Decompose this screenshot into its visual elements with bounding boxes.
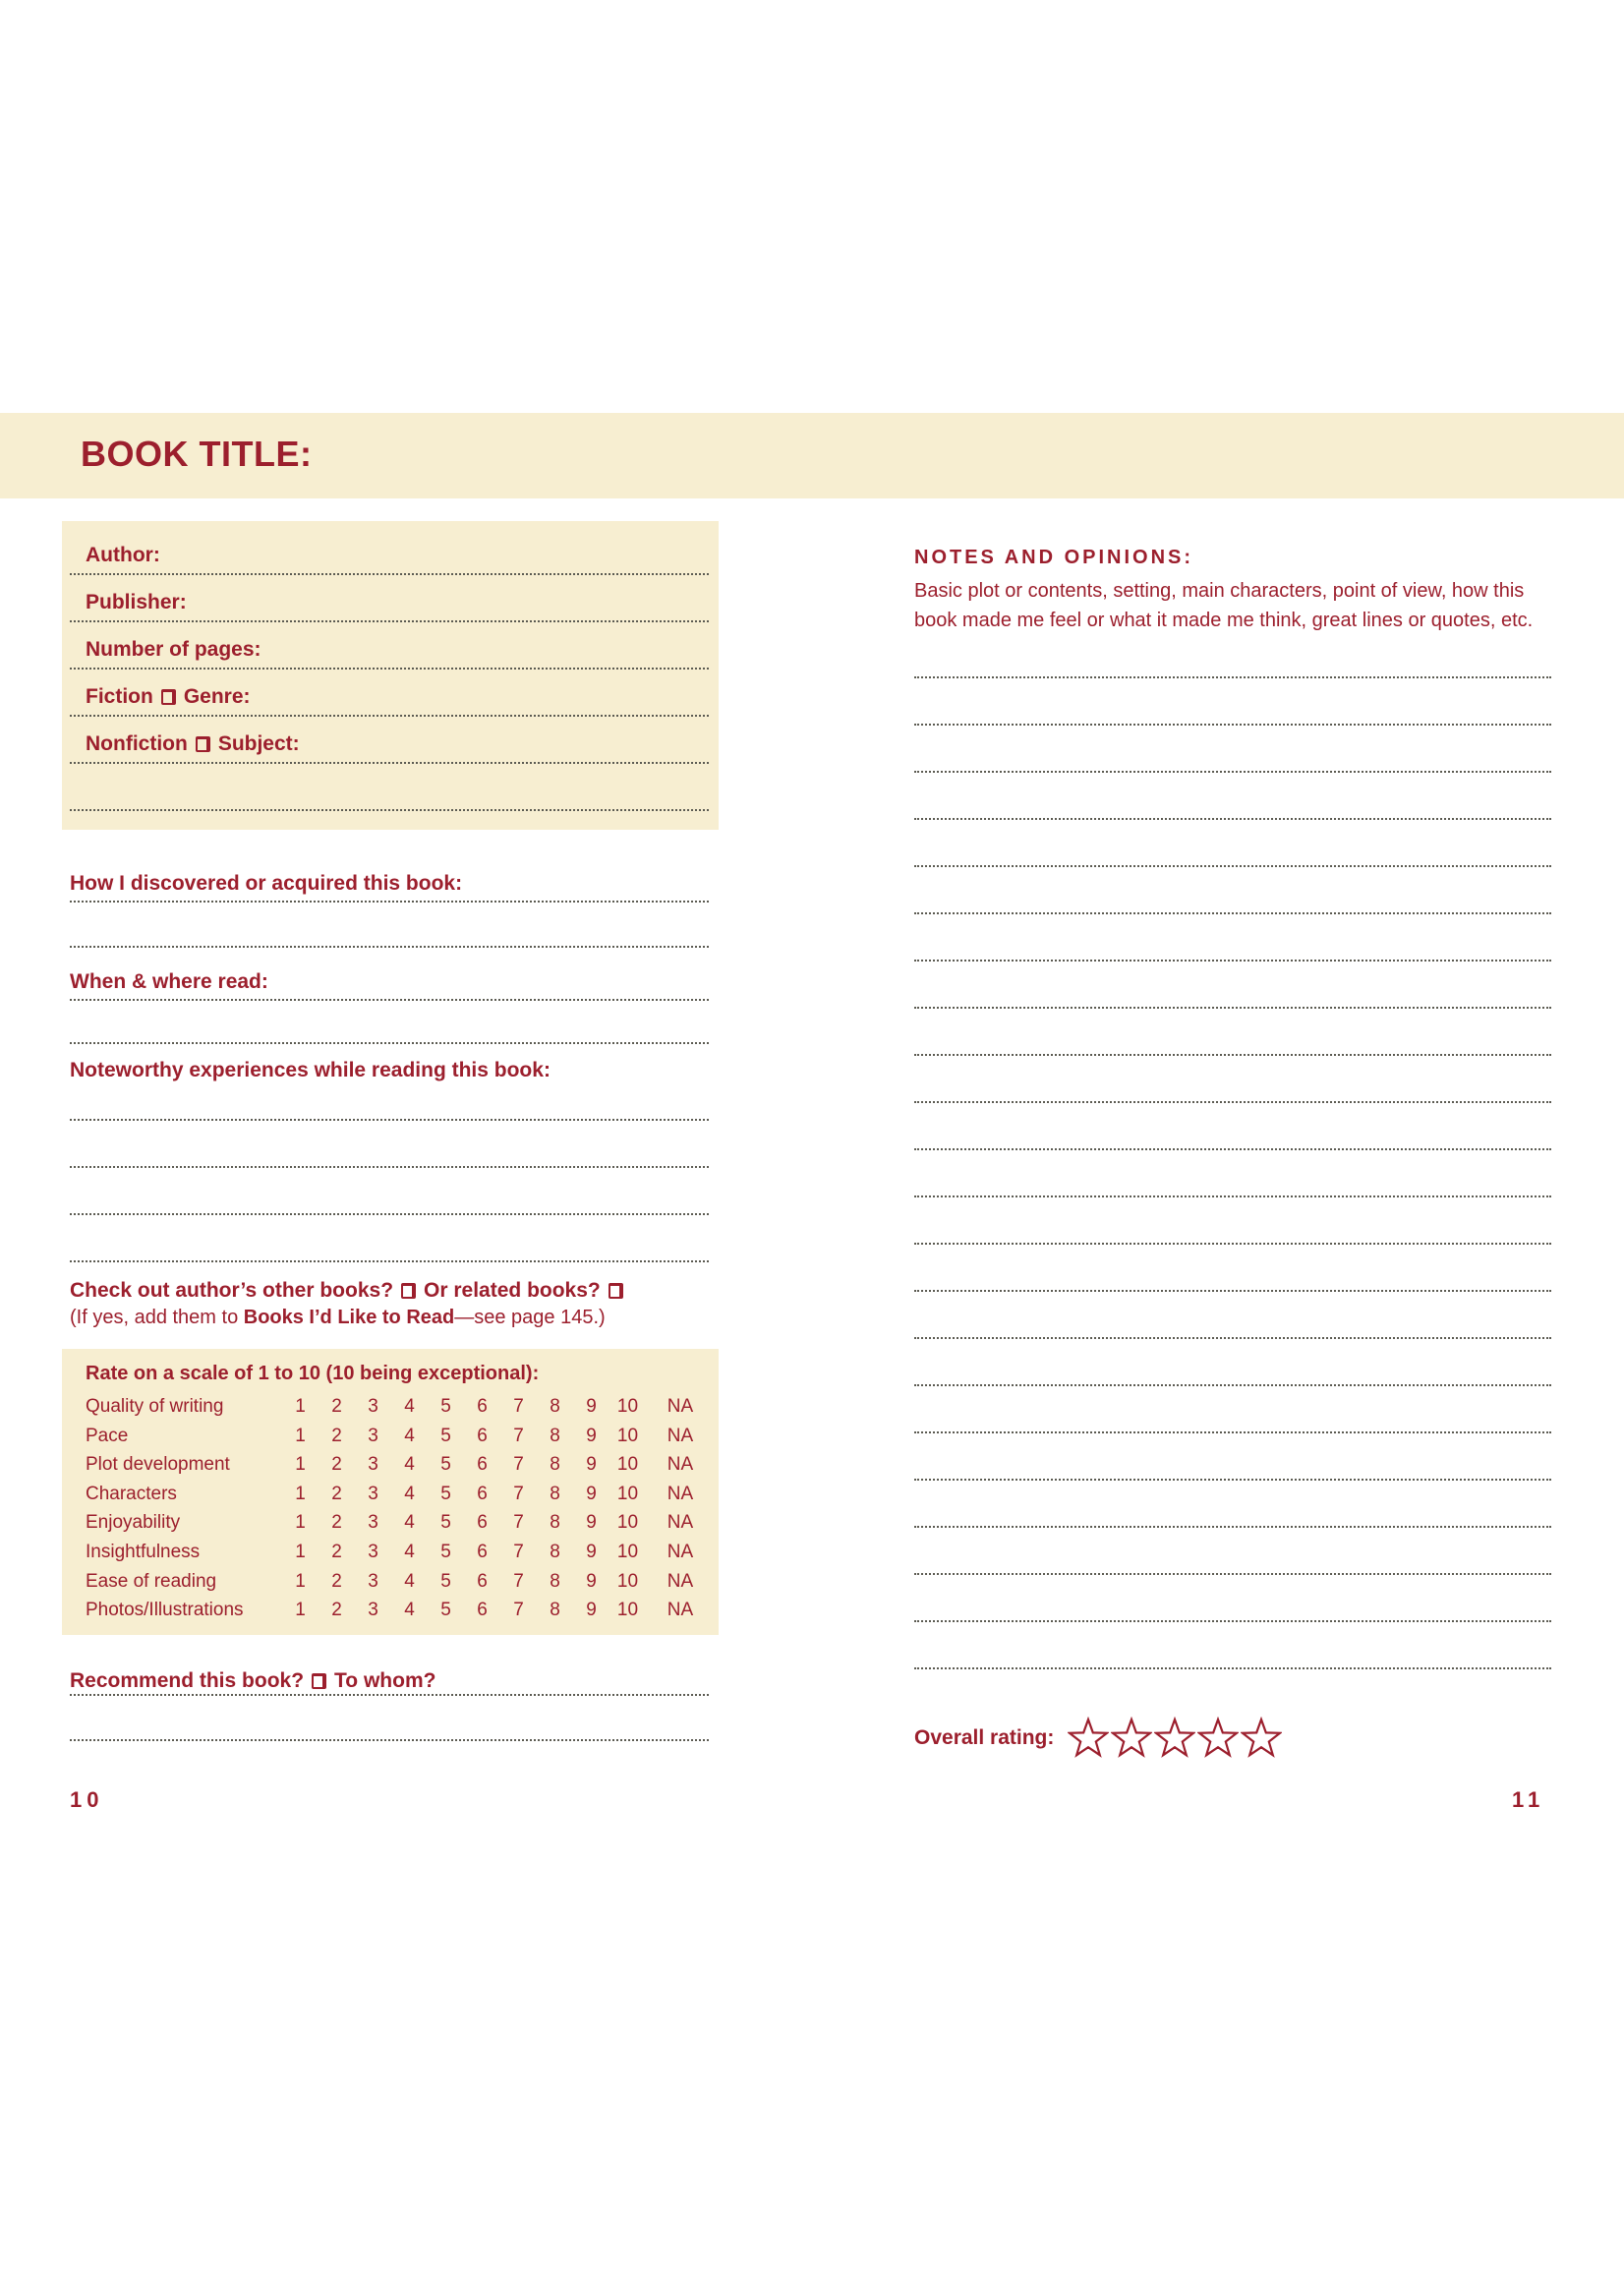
rating-row-label: Ease of reading (86, 1570, 217, 1592)
write-line[interactable] (70, 1119, 709, 1121)
info-field-label (86, 684, 719, 710)
rating-value-na[interactable]: NA (667, 1454, 694, 1476)
write-line[interactable] (70, 1694, 709, 1696)
rating-value-3[interactable]: 3 (368, 1600, 378, 1621)
rating-value-7[interactable]: 7 (513, 1512, 524, 1534)
notes-write-line[interactable] (914, 1337, 1551, 1339)
rating-value-6[interactable]: 6 (477, 1483, 488, 1504)
rating-value-3[interactable]: 3 (368, 1396, 378, 1417)
rating-value-5[interactable]: 5 (440, 1570, 451, 1592)
rating-value-2[interactable]: 2 (331, 1483, 342, 1504)
rating-value-6[interactable]: 6 (477, 1570, 488, 1592)
rating-value-6[interactable]: 6 (477, 1600, 488, 1621)
rating-value-10[interactable]: 10 (616, 1454, 639, 1476)
recommend-follow-label: To whom? (334, 1669, 436, 1692)
other-books-checkbox[interactable] (401, 1283, 416, 1299)
star-icon[interactable] (1197, 1717, 1239, 1760)
rating-value-8[interactable]: 8 (550, 1512, 560, 1534)
write-line[interactable] (70, 762, 709, 764)
notes-heading: NOTES AND OPINIONS: (914, 547, 1194, 568)
rating-row-label: Insightfulness (86, 1542, 201, 1562)
book-info-box (62, 521, 719, 830)
rating-value-4[interactable]: 4 (404, 1542, 415, 1562)
rating-value-2[interactable]: 2 (331, 1425, 342, 1446)
checkout-q2-label: Or related books? (424, 1279, 601, 1302)
rating-row (62, 1452, 719, 1478)
rating-value-na[interactable]: NA (667, 1512, 694, 1534)
rating-value-na[interactable]: NA (667, 1483, 694, 1504)
rating-value-na[interactable]: NA (667, 1570, 694, 1592)
overall-rating-stars (1068, 1717, 1282, 1760)
rating-value-4[interactable]: 4 (404, 1600, 415, 1621)
rating-value-na[interactable]: NA (667, 1542, 694, 1562)
rating-value-1[interactable]: 1 (295, 1512, 306, 1534)
write-line[interactable] (70, 715, 709, 717)
rating-value-3[interactable]: 3 (368, 1454, 378, 1476)
rating-value-1[interactable]: 1 (295, 1570, 306, 1592)
star-icon[interactable] (1154, 1717, 1195, 1760)
page-number-right: 11 (1512, 1787, 1545, 1812)
notes-write-line[interactable] (914, 912, 1551, 914)
rating-value-5[interactable]: 5 (440, 1512, 451, 1534)
rating-row (62, 1424, 719, 1449)
info-field-label (86, 590, 719, 615)
rating-value-5[interactable]: 5 (440, 1454, 451, 1476)
notes-write-line[interactable] (914, 1620, 1551, 1622)
info-field-pre: Fiction (86, 685, 153, 708)
notes-write-line[interactable] (914, 1195, 1551, 1197)
write-line[interactable] (70, 809, 709, 811)
rating-value-3[interactable]: 3 (368, 1425, 378, 1446)
rating-value-9[interactable]: 9 (586, 1454, 597, 1476)
rating-value-7[interactable]: 7 (513, 1483, 524, 1504)
rating-value-8[interactable]: 8 (550, 1454, 560, 1476)
rating-value-8[interactable]: 8 (550, 1600, 560, 1621)
checkout-note-bold: Books I’d Like to Read (243, 1307, 455, 1328)
notes-write-line[interactable] (914, 960, 1551, 962)
rating-value-8[interactable]: 8 (550, 1570, 560, 1592)
rating-value-2[interactable]: 2 (331, 1512, 342, 1534)
rating-value-1[interactable]: 1 (295, 1542, 306, 1562)
star-icon[interactable] (1068, 1717, 1109, 1760)
rating-value-9[interactable]: 9 (586, 1396, 597, 1417)
rating-value-4[interactable]: 4 (404, 1454, 415, 1476)
rating-value-na[interactable]: NA (667, 1600, 694, 1621)
notes-write-line[interactable] (914, 865, 1551, 867)
rating-row (62, 1510, 719, 1536)
notes-write-line[interactable] (914, 1667, 1551, 1669)
rating-value-6[interactable]: 6 (477, 1454, 488, 1476)
notes-write-line[interactable] (914, 1054, 1551, 1056)
overall-rating-row (914, 1717, 1282, 1760)
rating-value-10[interactable]: 10 (616, 1425, 639, 1446)
rating-value-9[interactable]: 9 (586, 1512, 597, 1534)
rating-value-2[interactable]: 2 (331, 1396, 342, 1417)
rating-value-10[interactable]: 10 (616, 1542, 639, 1562)
rating-value-na[interactable]: NA (667, 1425, 694, 1446)
info-field-post: Subject: (217, 732, 300, 755)
rating-value-10[interactable]: 10 (616, 1570, 639, 1592)
rating-value-9[interactable]: 9 (586, 1570, 597, 1592)
rating-value-na[interactable]: NA (667, 1396, 694, 1417)
write-line[interactable] (70, 573, 709, 575)
rating-value-9[interactable]: 9 (586, 1483, 597, 1504)
rating-value-4[interactable]: 4 (404, 1425, 415, 1446)
rating-value-1[interactable]: 1 (295, 1396, 306, 1417)
rating-value-3[interactable]: 3 (368, 1570, 378, 1592)
rating-value-2[interactable]: 2 (331, 1454, 342, 1476)
star-icon[interactable] (1241, 1717, 1282, 1760)
rating-row-label: Characters (86, 1483, 177, 1504)
rating-value-7[interactable]: 7 (513, 1570, 524, 1592)
rating-value-5[interactable]: 5 (440, 1425, 451, 1446)
rating-row (62, 1540, 719, 1565)
rating-row (62, 1598, 719, 1623)
rating-value-1[interactable]: 1 (295, 1483, 306, 1504)
rating-value-4[interactable]: 4 (404, 1512, 415, 1534)
notes-write-line[interactable] (914, 1431, 1551, 1433)
rating-title: Rate on a scale of 1 to 10 (10 being exceptional): (86, 1363, 540, 1384)
write-line[interactable] (70, 1166, 709, 1168)
rating-value-10[interactable]: 10 (616, 1512, 639, 1534)
checkout-note (70, 1305, 606, 1330)
checkout-question (70, 1278, 631, 1304)
write-line[interactable] (70, 668, 709, 670)
related-books-checkbox[interactable] (609, 1283, 623, 1299)
notes-write-line[interactable] (914, 771, 1551, 773)
rating-row-label: Enjoyability (86, 1512, 181, 1534)
rating-row-label: Plot development (86, 1454, 230, 1476)
rating-value-6[interactable]: 6 (477, 1425, 488, 1446)
checkout-note-pre: (If yes, add them to (70, 1307, 244, 1328)
rating-value-2[interactable]: 2 (331, 1542, 342, 1562)
rating-value-3[interactable]: 3 (368, 1542, 378, 1562)
rating-value-5[interactable]: 5 (440, 1600, 451, 1621)
rating-value-3[interactable]: 3 (368, 1512, 378, 1534)
rating-row (62, 1569, 719, 1595)
page-title: BOOK TITLE: (81, 434, 313, 474)
write-line[interactable] (70, 1213, 709, 1215)
section-label: Noteworthy experiences while reading this book: (70, 1059, 551, 1081)
notes-description: Basic plot or contents, setting, main characters, point of view, how this book made me feel or what it made me think, great lines or quotes, etc. (914, 580, 1534, 631)
notes-write-line[interactable] (914, 724, 1551, 726)
info-field-pre: Number of pages: (86, 638, 261, 661)
rating-value-2[interactable]: 2 (331, 1600, 342, 1621)
rating-value-4[interactable]: 4 (404, 1570, 415, 1592)
info-field-pre: Author: (86, 544, 160, 566)
notes-write-line[interactable] (914, 818, 1551, 820)
rating-row (62, 1394, 719, 1420)
right-page (914, 0, 1551, 2274)
overall-rating-label: Overall rating: (914, 1726, 1055, 1749)
rating-value-10[interactable]: 10 (616, 1396, 639, 1417)
page-number-left: 10 (70, 1787, 104, 1812)
info-field-label (86, 543, 719, 568)
recommend-question (70, 1668, 719, 1694)
info-field-pre: Publisher: (86, 591, 187, 613)
notes-write-line[interactable] (914, 676, 1551, 678)
rating-value-8[interactable]: 8 (550, 1425, 560, 1446)
rating-row (62, 1482, 719, 1507)
rating-value-2[interactable]: 2 (331, 1570, 342, 1592)
checkout-q1-label: Check out author’s other books? (70, 1279, 394, 1302)
write-line[interactable] (70, 1260, 709, 1262)
left-page (62, 0, 719, 2274)
recommend-q-label: Recommend this book? (70, 1669, 305, 1692)
info-field-label (86, 731, 719, 757)
rating-value-7[interactable]: 7 (513, 1454, 524, 1476)
notes-write-line[interactable] (914, 1148, 1551, 1150)
notes-write-line[interactable] (914, 1479, 1551, 1481)
write-line[interactable] (70, 1739, 709, 1741)
recommend-checkbox[interactable] (312, 1673, 326, 1689)
notes-write-line[interactable] (914, 1384, 1551, 1386)
rating-value-9[interactable]: 9 (586, 1542, 597, 1562)
notes-write-line[interactable] (914, 1007, 1551, 1009)
rating-value-6[interactable]: 6 (477, 1512, 488, 1534)
section-label: How I discovered or acquired this book: (70, 872, 463, 895)
section-label: When & where read: (70, 970, 268, 993)
rating-value-1[interactable]: 1 (295, 1425, 306, 1446)
rating-value-1[interactable]: 1 (295, 1454, 306, 1476)
rating-value-5[interactable]: 5 (440, 1483, 451, 1504)
rating-value-9[interactable]: 9 (586, 1425, 597, 1446)
rating-row-label: Photos/Illustrations (86, 1600, 244, 1621)
info-field-label (86, 637, 719, 663)
rating-value-8[interactable]: 8 (550, 1483, 560, 1504)
rating-value-5[interactable]: 5 (440, 1396, 451, 1417)
write-line[interactable] (70, 901, 709, 903)
notes-write-line[interactable] (914, 1573, 1551, 1575)
rating-row-label: Quality of writing (86, 1396, 224, 1417)
rating-value-10[interactable]: 10 (616, 1483, 639, 1504)
rating-value-6[interactable]: 6 (477, 1396, 488, 1417)
rating-value-7[interactable]: 7 (513, 1542, 524, 1562)
info-field-pre: Nonfiction (86, 732, 188, 755)
rating-value-7[interactable]: 7 (513, 1600, 524, 1621)
info-field-post: Genre: (183, 685, 251, 708)
rating-row-label: Pace (86, 1425, 129, 1446)
rating-value-4[interactable]: 4 (404, 1483, 415, 1504)
rating-value-4[interactable]: 4 (404, 1396, 415, 1417)
notes-write-line[interactable] (914, 1101, 1551, 1103)
rating-value-9[interactable]: 9 (586, 1600, 597, 1621)
notes-write-line[interactable] (914, 1526, 1551, 1528)
write-line[interactable] (70, 946, 709, 948)
rating-value-6[interactable]: 6 (477, 1542, 488, 1562)
write-line[interactable] (70, 999, 709, 1001)
notes-write-line[interactable] (914, 1243, 1551, 1245)
checkout-note-post: —see page 145.) (454, 1307, 606, 1328)
rating-value-8[interactable]: 8 (550, 1542, 560, 1562)
rating-value-3[interactable]: 3 (368, 1483, 378, 1504)
write-line[interactable] (70, 1042, 709, 1044)
rating-value-7[interactable]: 7 (513, 1396, 524, 1417)
write-line[interactable] (70, 620, 709, 622)
star-icon[interactable] (1111, 1717, 1152, 1760)
rating-value-8[interactable]: 8 (550, 1396, 560, 1417)
notes-write-line[interactable] (914, 1290, 1551, 1292)
fiction-checkbox[interactable] (161, 689, 176, 705)
rating-value-5[interactable]: 5 (440, 1542, 451, 1562)
rating-box (62, 1349, 719, 1635)
nonfiction-checkbox[interactable] (196, 736, 210, 752)
rating-value-1[interactable]: 1 (295, 1600, 306, 1621)
rating-value-7[interactable]: 7 (513, 1425, 524, 1446)
rating-value-10[interactable]: 10 (616, 1600, 639, 1621)
